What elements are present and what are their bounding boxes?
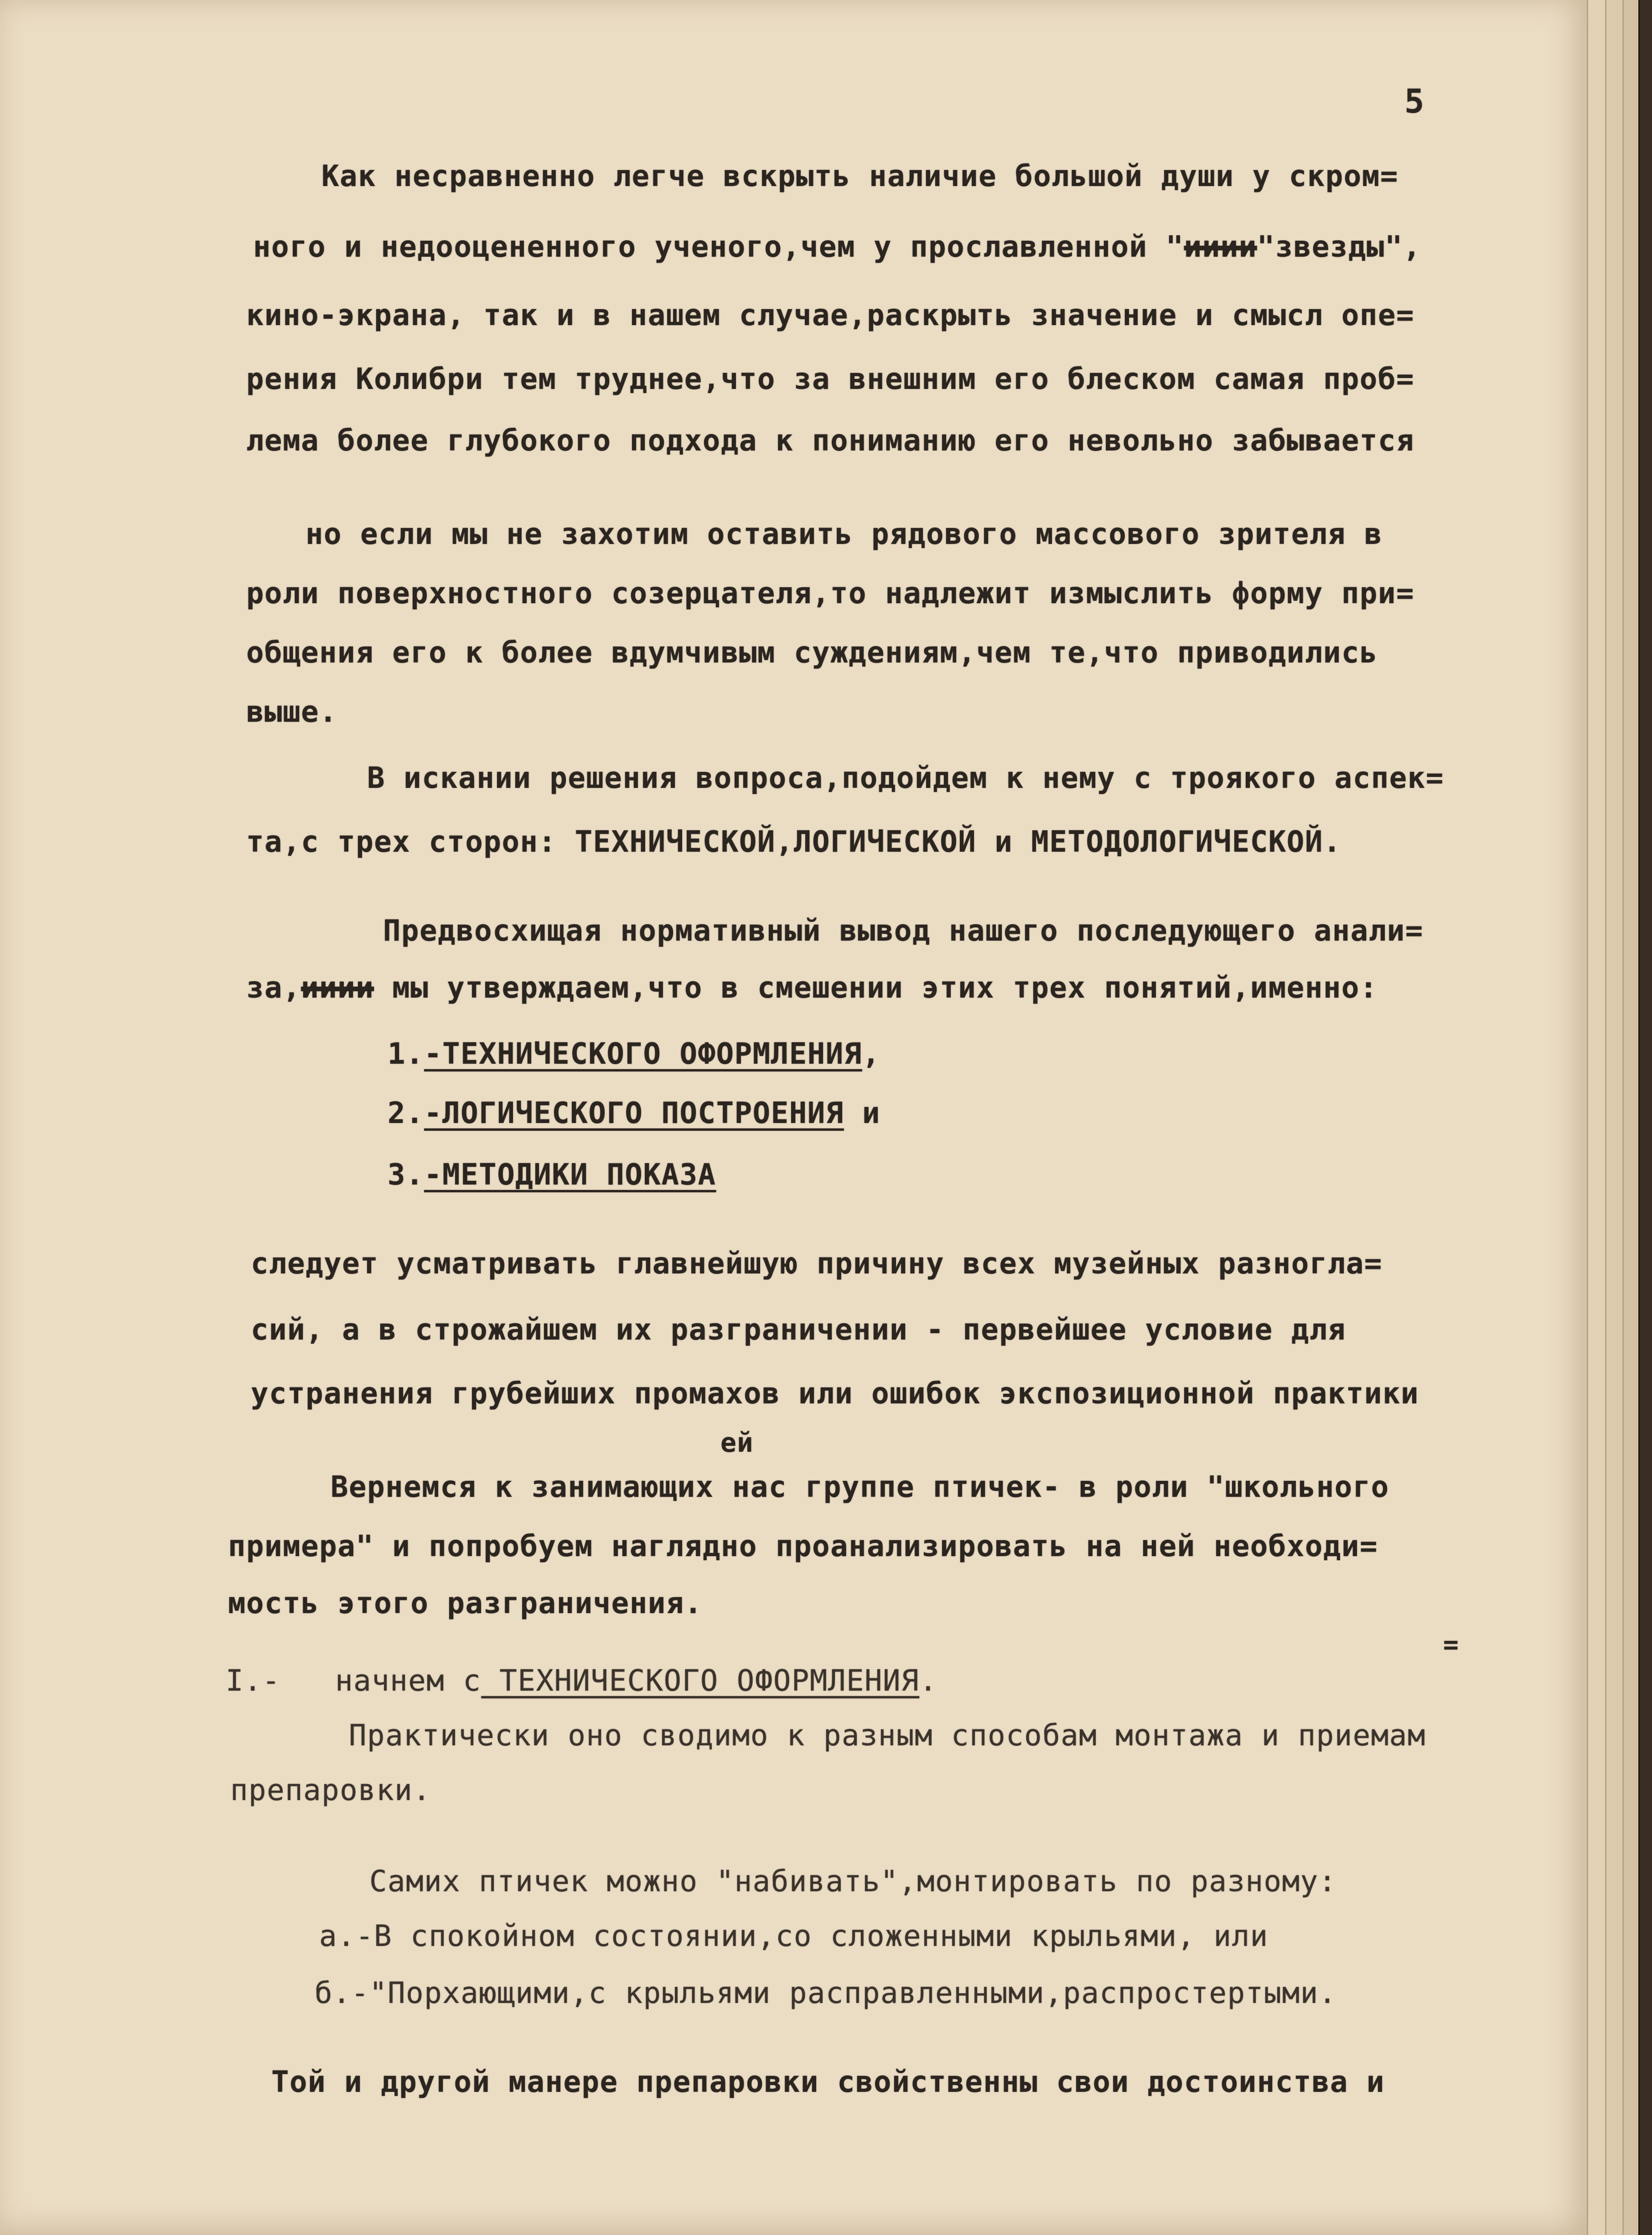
text-line: Той и другой манере препаровки свойственны свои достоинства и <box>271 2065 1385 2099</box>
page-stack-edge <box>1587 0 1606 2235</box>
list-item: 2.-ЛОГИЧЕСКОГО ПОСТРОЕНИЯ и <box>388 1097 880 1130</box>
list-item: б.-"Порхающими,с крыльями расправленными,распростертыми. <box>315 1976 1337 2010</box>
text-line: лема более глубокого подхода к пониманию его невольно забывается <box>246 424 1414 458</box>
text-line: устранения грубейших промахов или ошибок экспозиционной практики <box>251 1377 1419 1411</box>
handwritten-insertion: ей <box>720 1427 754 1458</box>
text-line: препаровки. <box>230 1774 431 1807</box>
margin-mark: = <box>1443 1630 1460 1660</box>
text-line: В искании решения вопроса,подойдем к нему с троякого аспек= <box>367 761 1444 795</box>
text-line: роли поверхностного созерцателя,то надлежит измыслить форму при= <box>246 577 1414 610</box>
text-line: кино-экрана, так и в нашем случае,раскрыть значение и смысл опе= <box>246 299 1414 332</box>
text-line: сий, а в строжайшем их разграничении - первейшее условие для <box>251 1313 1346 1347</box>
struck-text: ииии <box>1184 230 1257 264</box>
text-line: примера" и попробуем наглядно проанализировать на ней необходи= <box>228 1530 1378 1563</box>
text-line: выше. <box>246 695 338 729</box>
text-line: за,ииии мы утверждаем,что в смешении этих трех понятий,именно: <box>246 971 1378 1005</box>
page-stack-edge <box>1605 0 1624 2235</box>
text-line: но если мы не захотим оставить рядового массового зрителя в <box>306 517 1383 551</box>
struck-text: ииии <box>301 971 374 1005</box>
list-item: а.-В спокойном состоянии,со сложенными крыльями, или <box>319 1919 1269 1953</box>
page-stack-edge <box>1622 0 1640 2235</box>
text-line: рения Колибри тем труднее,что за внешним его блеском самая проб= <box>246 362 1414 396</box>
page-stack-edge <box>1638 0 1652 2235</box>
page-number: 5 <box>1404 82 1425 120</box>
text-line: следует усматривать главнейшую причину всех музейных разногла= <box>251 1247 1383 1281</box>
list-item: 3.-МЕТОДИКИ ПОКАЗА <box>388 1158 716 1192</box>
text-line: Самих птичек можно "набивать",монтировать по разному: <box>369 1865 1337 1899</box>
text-line: Вернемся к занимающих нас группе птичек- в роли "школьного <box>331 1470 1389 1504</box>
section-heading: I.- начнем с ТЕХНИЧЕСКОГО ОФОРМЛЕНИЯ. <box>226 1664 938 1698</box>
text-line: Предвосхищая нормативный вывод нашего последующего анали= <box>383 914 1424 948</box>
text-line: ного и недооцененного ученого,чем у прославленной "ииии"звезды", <box>253 230 1421 264</box>
text-line: Практически оно сводимо к разным способам монтажа и приемам <box>349 1719 1426 1753</box>
text-line: общения его к более вдумчивым суждениям,чем те,что приводились <box>246 636 1378 670</box>
list-item: 1.-ТЕХНИЧЕСКОГО ОФОРМЛЕНИЯ, <box>388 1037 880 1071</box>
text-line: та,с трех сторон: ТЕХНИЧЕСКОЙ,ЛОГИЧЕСКОЙ и МЕТОДОЛОГИЧЕСКОЙ. <box>246 825 1341 859</box>
text-line: Как несравненно легче вскрыть наличие большой души у скром= <box>321 160 1398 193</box>
text-line: мость этого разграничения. <box>228 1587 703 1620</box>
